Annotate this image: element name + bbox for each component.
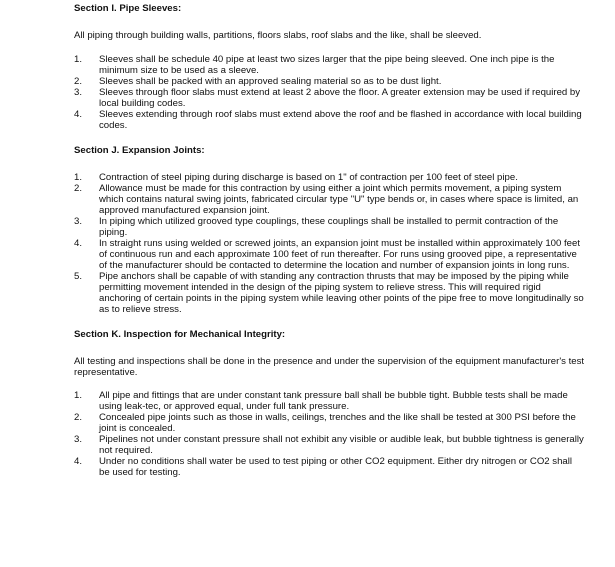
item-number: 4. [74,109,83,120]
list-item [74,456,585,478]
item-text: Allowance must be made for this contraction by using either a joint which permits movement, a piping system which contains natural swing joints, fabricated circular type "U" type bends or, in cases where space is limited, an approved manufactured expansion joint. [99,183,579,216]
list-item [74,54,585,76]
list-item [74,434,585,456]
item-number: 1. [74,172,83,183]
item-text: Sleeves extending through roof slabs must extend above the roof and be flashed in accordance with local building codes. [99,109,582,131]
list-item [74,271,585,315]
item-number: 5. [74,271,83,282]
item-text: Under no conditions shall water be used to test piping or other CO2 equipment. Either dry nitrogen or CO2 shall be used for testing. [99,456,573,478]
item-text: Sleeves shall be schedule 40 pipe at least two sizes larger that the pipe being sleeved. One inch pipe is the minimum size to be used as a sleeve. [99,54,555,76]
item-number: 2. [74,76,83,87]
item-number: 2. [74,183,83,194]
list-item [74,183,585,216]
numbered-list [74,390,585,478]
section-inspection [74,329,585,478]
item-number: 1. [74,54,83,65]
section-heading: Section J. Expansion Joints: [74,145,205,156]
list-item [74,216,585,238]
item-number: 4. [74,238,83,249]
item-text: In piping which utilized grooved type couplings, these couplings shall be installed to permit contraction of the piping. [99,216,559,238]
section-intro: All testing and inspections shall be done in the presence and under the supervision of the equipment manufacturer's test representative. [74,356,585,378]
section-intro: All piping through building walls, partitions, floors slabs, roof slabs and the like, shall be sleeved. [74,30,482,41]
item-number: 3. [74,434,83,445]
item-text: Pipelines not under constant pressure shall not exhibit any visible or audible leak, but bubble tightness is generally not required. [99,434,584,456]
item-text: Sleeves through floor slabs must extend at least 2 above the floor. A greater extension may be used if required by local building codes. [99,87,581,109]
list-item [74,412,585,434]
numbered-list [74,54,585,131]
item-text: Contraction of steel piping during discharge is based on 1" of contraction per 100 feet of steel pipe. [99,172,518,183]
item-text: All pipe and fittings that are under constant tank pressure ball shall be bubble tight. Bubble tests shall be made using leak-tec, or approved equal, under full tank pressure. [99,390,568,412]
item-number: 2. [74,412,83,423]
section-expansion-joints [74,145,585,315]
item-number: 3. [74,216,83,227]
item-number: 4. [74,456,83,467]
section-heading: Section I. Pipe Sleeves: [74,3,182,14]
list-item [74,390,585,412]
list-item [74,87,585,109]
list-item [74,172,585,183]
item-number: 1. [74,390,83,401]
item-text: Pipe anchors shall be capable of with standing any contraction thrusts that may be imposed by the piping while permitting movement intended in the design of the piping system to relieve stress. This will required rigid anchoring of certain points in the piping system while leaving other points of the pipe free to move longitudinally so as to relieve stress. [99,271,584,315]
list-item [74,238,585,271]
list-item [74,76,585,87]
item-number: 3. [74,87,83,98]
item-text: In straight runs using welded or screwed joints, an expansion joint must be installed within approximately 100 feet of continuous run and each approximate 100 feet of run thereafter. For runs using grooved pipe, a representative of the manufacturer should be contacted to determine the location and number of expansion joints in long runs. [99,238,581,271]
list-item [74,109,585,131]
section-heading: Section K. Inspection for Mechanical Integrity: [74,329,286,340]
item-text: Sleeves shall be packed with an approved sealing material so as to be dust light. [99,76,442,87]
item-text: Concealed pipe joints such as those in walls, ceilings, trenches and the like shall be tested at 300 PSI before the joint is concealed. [99,412,576,434]
section-pipe-sleeves [74,3,585,131]
numbered-list [74,172,585,315]
